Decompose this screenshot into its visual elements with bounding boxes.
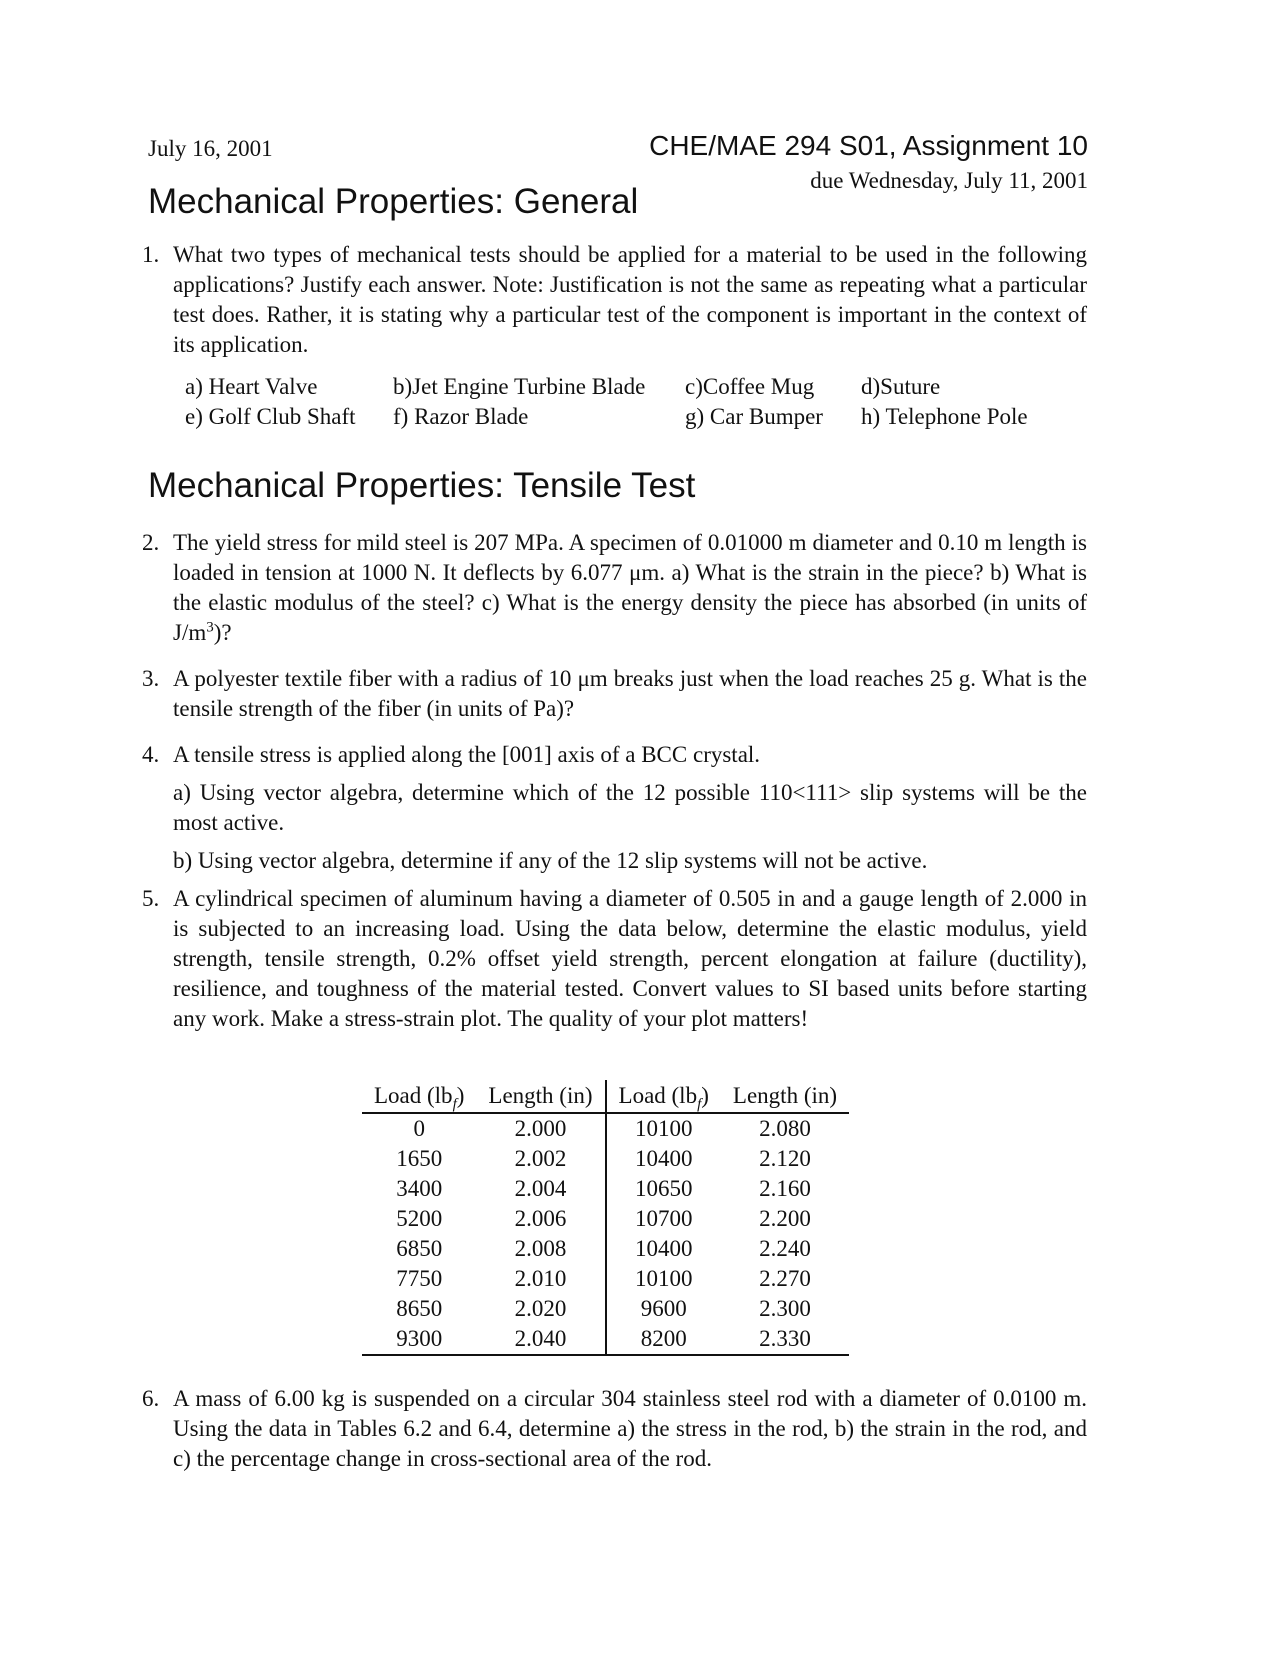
list-item: e) Golf Club Shaft: [185, 404, 356, 429]
table-row: [362, 1264, 849, 1294]
question-1: [142, 240, 1087, 360]
table-cell: 10400: [634, 1236, 693, 1261]
table-cell: 2.006: [476, 1204, 605, 1234]
question-4: [142, 740, 1087, 876]
section-title-general: Mechanical Properties: General: [148, 182, 639, 221]
table-cell: 2.010: [476, 1264, 605, 1294]
table-cell: 2.270: [759, 1266, 811, 1291]
table-cell: 2.020: [476, 1294, 605, 1324]
load-length-table: [362, 1080, 849, 1356]
table-cell: 9600: [640, 1296, 687, 1321]
table-row: [362, 1174, 849, 1204]
table-cell: 5200: [396, 1206, 443, 1231]
table-row: [362, 1324, 849, 1355]
table-cell: 2.240: [759, 1236, 811, 1261]
question-part-a: a) Using vector algebra, determine which of the 12 possible 110<111> slip systems will be the most active.: [173, 780, 1087, 835]
table-cell: 10100: [634, 1266, 693, 1291]
table-cell: 2.002: [476, 1144, 605, 1174]
table-cell: 2.000: [476, 1113, 605, 1144]
table-row: [362, 1294, 849, 1324]
column-header-length: Length (in): [476, 1080, 605, 1113]
list-item: d)Suture: [861, 374, 941, 399]
question-2: [142, 528, 1087, 648]
table-header-row: [362, 1080, 849, 1113]
question-text: What two types of mechanical tests should be applied for a material to be used in the following applications? Justify each answer. Note: Justification is not the same as repeating what a particular test does. Rather, it is stating why a particular test of the component is important in the context of its application.: [173, 242, 1087, 357]
table-cell: 2.080: [759, 1116, 811, 1141]
superscript: 3: [206, 619, 214, 636]
table-cell: 7750: [396, 1266, 443, 1291]
table-cell: 2.300: [759, 1296, 811, 1321]
question-3: [142, 664, 1087, 724]
table-cell: 10100: [634, 1116, 693, 1141]
table-cell: 2.200: [759, 1206, 811, 1231]
table-row: [362, 1234, 849, 1264]
question-number: 3.: [142, 666, 160, 691]
question-text: A tensile stress is applied along the [001] axis of a BCC crystal.: [173, 742, 761, 767]
question-number: 5.: [142, 886, 160, 911]
column-header-load: Load $(lb_f)$: [606, 1080, 721, 1113]
list-item: a) Heart Valve: [185, 374, 318, 399]
question-6: [142, 1384, 1087, 1474]
question-5: [142, 884, 1087, 1034]
list-item: h) Telephone Pole: [861, 404, 1028, 429]
list-item: g) Car Bumper: [685, 404, 823, 429]
header-due-date: due Wednesday, July 11, 2001: [810, 168, 1088, 193]
table-cell: 8650: [396, 1296, 443, 1321]
table-cell: 0: [413, 1116, 425, 1141]
table-cell: 1650: [396, 1146, 443, 1171]
column-header-length: Length (in): [721, 1080, 849, 1113]
list-item: b)Jet Engine Turbine Blade: [393, 374, 646, 399]
question-text: A mass of 6.00 kg is suspended on a circular 304 stainless steel rod with a diameter of 0.0100 m. Using the data in Tables 6.2 and 6.4, determine a) the stress in the rod, b) the strain in the rod, and c) the percentage change in cross-sectional area of the rod.: [173, 1386, 1087, 1471]
question-text-part: )?: [213, 620, 232, 645]
question-text-part: The yield stress for mild steel is 207 MPa. A specimen of 0.01000 m diameter and 0.10 m length is loaded in tension at 1000 N. It deflects by 6.077 μm. a) What is the strain in the piece? b) What is the elastic modulus of the steel? c) What is the energy density the piece has absorbed (in units of J/m: [173, 530, 1087, 645]
question-number: 6.: [142, 1386, 160, 1411]
table-cell: 8200: [606, 1324, 721, 1355]
list-item: f) Razor Blade: [393, 404, 529, 429]
table-cell: 9300: [362, 1324, 476, 1355]
header-date: July 16, 2001: [148, 136, 273, 161]
question-number: 2.: [142, 530, 160, 555]
section-title-tensile: Mechanical Properties: Tensile Test: [148, 466, 696, 505]
question-number: 4.: [142, 742, 160, 767]
table-cell: 2.160: [759, 1176, 811, 1201]
question-part-b: b) Using vector algebra, determine if any of the 12 slip systems will not be active.: [173, 848, 928, 873]
table-cell: 3400: [396, 1176, 443, 1201]
question-text: [173, 528, 1087, 648]
table-cell: 10650: [634, 1176, 693, 1201]
question-text: A polyester textile fiber with a radius of 10 μm breaks just when the load reaches 25 g. What is the tensile strength of the fiber (in units of Pa)?: [173, 666, 1087, 721]
table-cell: 2.120: [759, 1146, 811, 1171]
question-text: A cylindrical specimen of aluminum having a diameter of 0.505 in and a gauge length of 2.000 in is subjected to an increasing load. Using the data below, determine the elastic modulus, yield strength, tensile strength, 0.2% offset yield strength, percent elongation at failure (ductility), resilience, and toughness of the material tested. Convert values to SI based units before starting any work. Make a stress-strain plot. The quality of your plot matters!: [173, 886, 1087, 1031]
table-row: [362, 1113, 849, 1144]
question-number: 1.: [142, 242, 160, 267]
table-cell: 10700: [634, 1206, 693, 1231]
list-item: c)Coffee Mug: [685, 374, 815, 399]
table-row: [362, 1204, 849, 1234]
table-cell: 10400: [634, 1146, 693, 1171]
table-cell: 2.330: [721, 1324, 849, 1355]
table-cell: 2.040: [476, 1324, 605, 1355]
table-cell: 2.008: [476, 1234, 605, 1264]
table-cell: 2.004: [476, 1174, 605, 1204]
table-row: [362, 1144, 849, 1174]
header-course-title: CHE/MAE 294 S01, Assignment 10: [649, 130, 1088, 161]
table-cell: 6850: [396, 1236, 443, 1261]
column-header-load: Load $(lb_f)$: [362, 1080, 476, 1113]
